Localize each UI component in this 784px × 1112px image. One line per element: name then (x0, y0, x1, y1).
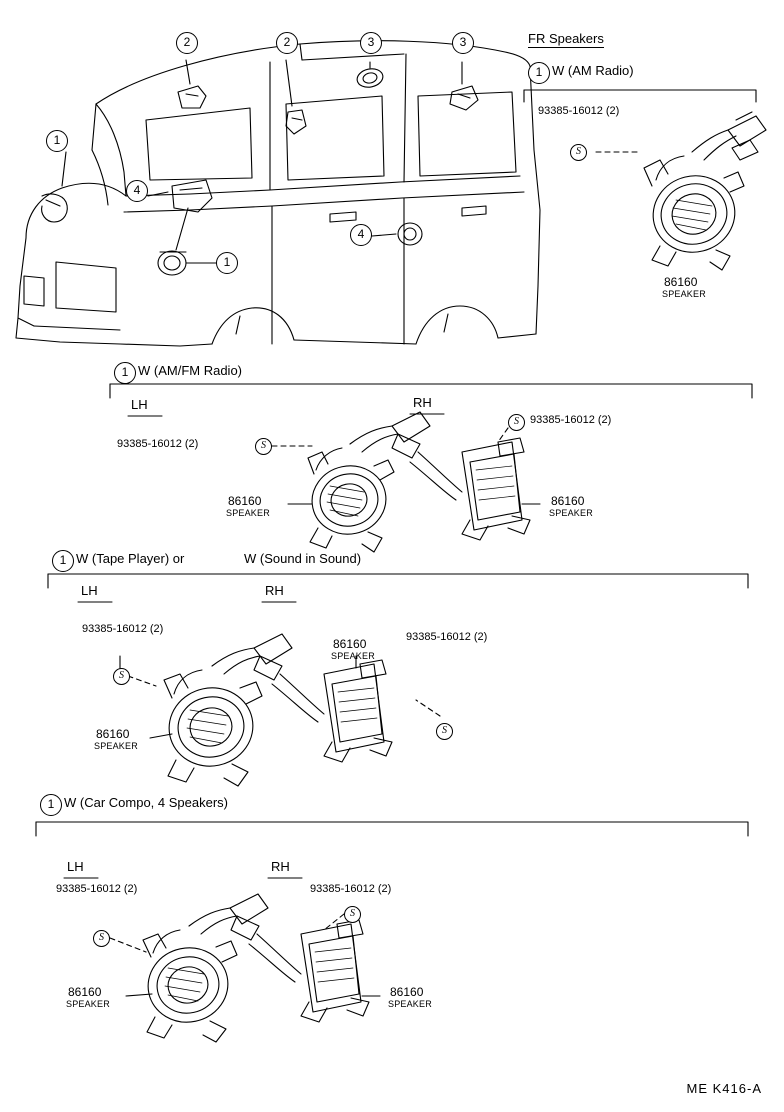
compo-speaker-rh-name: SPEAKER (388, 999, 432, 1009)
tape-lh-label: LH (81, 583, 98, 598)
section-amfm-title: W (AM/FM Radio) (138, 363, 242, 378)
compo-speaker-lh-name: SPEAKER (66, 999, 110, 1009)
tape-rh-label: RH (265, 583, 284, 598)
tape-speaker-rh-name: SPEAKER (331, 651, 375, 661)
tape-speaker-lh-name: SPEAKER (94, 741, 138, 751)
section-compo-callout[interactable]: 1 (40, 794, 62, 816)
tape-bolt-lh-label: 93385-16012 (2) (82, 623, 164, 635)
section-tape-callout[interactable]: 1 (52, 550, 74, 572)
callout-2-left[interactable]: 2 (176, 32, 198, 54)
amfm-speaker-lh-name: SPEAKER (226, 508, 270, 518)
section-amfm-callout[interactable]: 1 (114, 362, 136, 384)
tape-bolt-rh-label: 93385-16012 (2) (406, 631, 488, 643)
tape-bolt-rh-badge: S (436, 723, 453, 740)
compo-lh-label: LH (67, 859, 84, 874)
am-radio-speaker-number: 86160 (664, 275, 698, 289)
amfm-lh-label: LH (131, 397, 148, 412)
callout-1-front[interactable]: 1 (46, 130, 68, 152)
amfm-bolt-rh-label: 93385-16012 (2) (530, 414, 612, 426)
tape-speaker-rh-number: 86160 (333, 637, 367, 651)
amfm-speaker-lh-number: 86160 (228, 494, 262, 508)
callout-4-front[interactable]: 4 (126, 180, 148, 202)
compo-rh-label: RH (271, 859, 290, 874)
compo-bolt-lh-badge: S (93, 930, 110, 947)
diagram-footer-code: ME K416-A (686, 1081, 762, 1096)
callout-4-rear[interactable]: 4 (350, 224, 372, 246)
section-am-radio-title: W (AM Radio) (552, 63, 634, 78)
callout-1-kick[interactable]: 1 (216, 252, 238, 274)
compo-bolt-rh-badge: S (344, 906, 361, 923)
am-radio-bolt-label: 93385-16012 (2) (538, 105, 620, 117)
compo-speaker-rh-number: 86160 (390, 985, 424, 999)
callout-2-right[interactable]: 2 (276, 32, 298, 54)
van-speaker-positions (158, 66, 478, 275)
section-tape-title: W (Tape Player) or (76, 551, 185, 566)
compo-bolt-rh-label: 93385-16012 (2) (310, 883, 392, 895)
section-tape-art (48, 574, 748, 786)
compo-bolt-lh-label: 93385-16012 (2) (56, 883, 138, 895)
am-radio-bolt-badge: S (570, 144, 587, 161)
amfm-speaker-rh-name: SPEAKER (549, 508, 593, 518)
amfm-bolt-rh-badge: S (508, 414, 525, 431)
amfm-speaker-rh-number: 86160 (551, 494, 585, 508)
amfm-rh-label: RH (413, 395, 432, 410)
amfm-bolt-lh-badge: S (255, 438, 272, 455)
van-illustration (16, 41, 540, 346)
section-am-radio-callout[interactable]: 1 (528, 62, 550, 84)
am-radio-speaker-name: SPEAKER (662, 289, 706, 299)
fr-speakers-title: FR Speakers (528, 31, 604, 46)
callout-3-left[interactable]: 3 (360, 32, 382, 54)
compo-speaker-lh-number: 86160 (68, 985, 102, 999)
section-compo-title: W (Car Compo, 4 Speakers) (64, 795, 228, 810)
tape-bolt-lh-badge: S (113, 668, 130, 685)
section-tape-title-alt: W (Sound in Sound) (244, 551, 362, 566)
amfm-bolt-lh-label: 93385-16012 (2) (117, 438, 199, 450)
tape-speaker-lh-number: 86160 (96, 727, 130, 741)
callout-3-right[interactable]: 3 (452, 32, 474, 54)
